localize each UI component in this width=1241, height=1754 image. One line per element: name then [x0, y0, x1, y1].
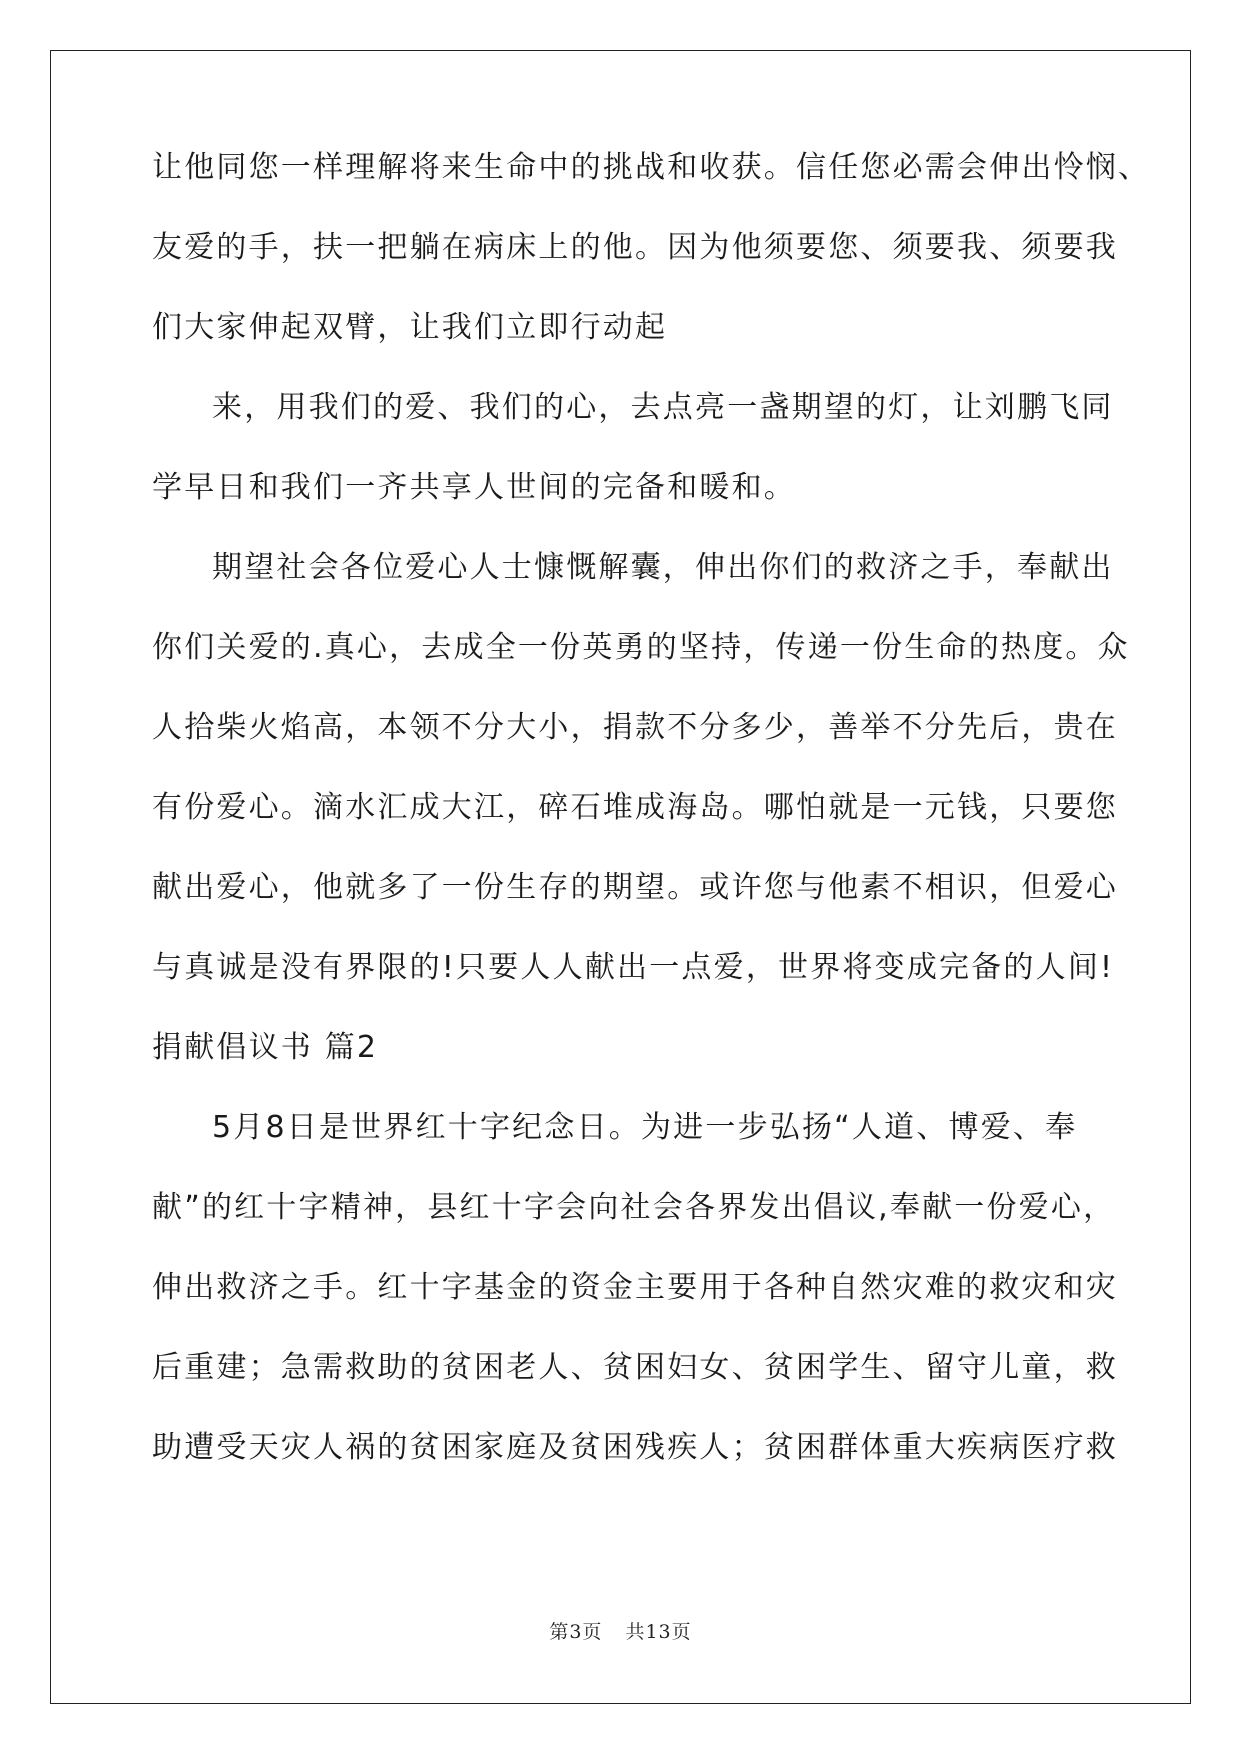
page-footer — [0, 1617, 1241, 1644]
text-line: 献出爱心，他就多了一份生存的期望。或许您与他素不相识，但爱心 — [152, 870, 1118, 905]
text-line: 们大家伸起双臂，让我们立即行动起 — [152, 310, 668, 345]
section-heading: 捐献倡议书 篇2 — [152, 1030, 379, 1065]
text-line: 你们关爱的.真心，去成全一份英勇的坚持，传递一份生命的热度。众 — [152, 630, 1130, 665]
text-line: 献”的红十字精神，县红十字会向社会各界发出倡议,奉献一份爱心， — [152, 1190, 1116, 1225]
text-line: 让他同您一样理解将来生命中的挑战和收获。信任您必需会伸出怜悯、 — [152, 150, 1151, 185]
text-line: 助遭受天灾人祸的贫困家庭及贫困残疾人；贫困群体重大疾病医疗救 — [152, 1430, 1118, 1465]
text-line: 有份爱心。滴水汇成大江，碎石堆成海岛。哪怕就是一元钱，只要您 — [152, 790, 1118, 825]
page-total: 共13页 — [625, 1621, 692, 1643]
text-line: 友爱的手，扶一把躺在病床上的他。因为他须要您、须要我、须要我 — [152, 230, 1118, 265]
text-line: 与真诚是没有界限的!只要人人献出一点爱，世界将变成完备的人间! — [152, 950, 1115, 985]
text-line: 期望社会各位爱心人士慷慨解囊，伸出你们的救济之手，奉献出 — [212, 550, 1114, 585]
text-line: 5月8日是世界红十字纪念日。为进一步弘扬“人道、博爱、奉 — [212, 1110, 1078, 1145]
text-line: 来，用我们的爱、我们的心，去点亮一盏期望的灯，让刘鹏飞同 — [212, 390, 1114, 425]
text-line: 伸出救济之手。红十字基金的资金主要用于各种自然灾难的救灾和灾 — [152, 1270, 1118, 1305]
text-line: 学早日和我们一齐共享人世间的完备和暖和。 — [152, 470, 796, 505]
page-number: 第3页 — [549, 1621, 603, 1643]
text-line: 人拾柴火焰高，本领不分大小，捐款不分多少，善举不分先后，贵在 — [152, 710, 1118, 745]
text-line: 后重建；急需救助的贫困老人、贫困妇女、贫困学生、留守儿童，救 — [152, 1350, 1118, 1385]
